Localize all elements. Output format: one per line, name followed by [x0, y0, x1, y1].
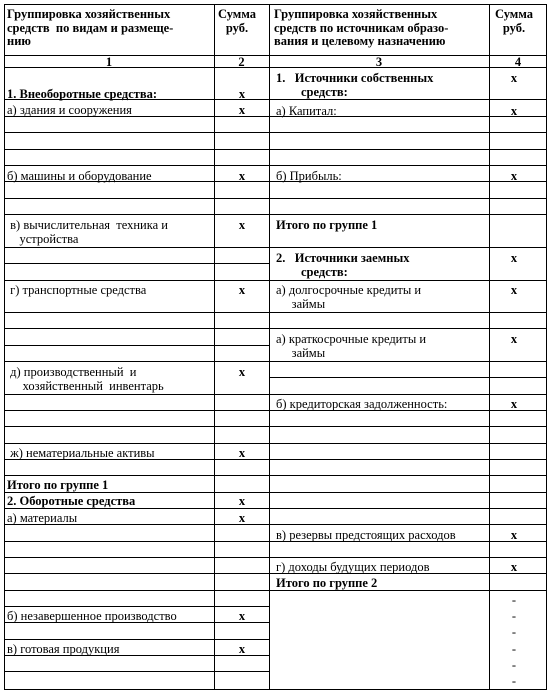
header-col4-title: Сумма руб.	[495, 7, 533, 35]
dash-cell: -	[511, 593, 517, 607]
left-total-group-1: Итого по группе 1	[7, 478, 109, 492]
left-sum-computers: x	[238, 218, 246, 232]
right-item-deferred-income: г) доходы будущих периодов	[276, 560, 430, 574]
left-sum-machinery: x	[238, 169, 246, 183]
col-number-4: 4	[514, 55, 522, 69]
left-item-machinery: б) машины и оборудование	[7, 169, 152, 183]
right-sum-borrowed-sources: x	[510, 251, 518, 265]
right-item-borrowed-sources: 2. Источники заемных средств:	[276, 251, 410, 279]
col-number-3: 3	[375, 55, 383, 69]
right-sum-own-sources: x	[510, 71, 518, 85]
left-sum-noncurrent-assets: x	[238, 87, 246, 101]
left-sum-finished-goods: x	[238, 642, 246, 656]
left-item-intangibles: ж) нематериальные активы	[7, 446, 155, 460]
left-item-finished-goods: в) готовая продукция	[7, 642, 120, 656]
dash-cell: -	[511, 609, 517, 623]
right-item-payables: б) кредиторская задолженность:	[276, 397, 448, 411]
left-item-inventory: д) производственный и хозяйственный инвентарь	[10, 365, 164, 393]
dash-cell: -	[511, 674, 517, 688]
right-sum-profit: x	[510, 169, 518, 183]
dash-cell: -	[511, 642, 517, 656]
right-sum-deferred-income: x	[510, 560, 518, 574]
left-sum-intangibles: x	[238, 446, 246, 460]
balance-table	[4, 4, 547, 690]
right-sum-reserves: x	[510, 528, 518, 542]
right-total-group-2: Итого по группе 2	[276, 576, 378, 590]
dash-cell: -	[511, 625, 517, 639]
right-item-reserves: в) резервы предстоящих расходов	[276, 528, 456, 542]
left-item-materials: а) материалы	[7, 511, 78, 525]
left-item-buildings: а) здания и сооружения	[7, 103, 132, 117]
header-col1-title: Группировка хозяйственных средств по видам и размеще- нию	[7, 7, 174, 48]
left-item-computers: в) вычислительная техника и устройства	[10, 218, 168, 246]
left-sum-wip: x	[238, 609, 246, 623]
col-number-1: 1	[105, 55, 113, 69]
right-item-short-term-loans: а) краткосрочные кредиты и займы	[276, 332, 427, 360]
left-sum-materials: x	[238, 511, 246, 525]
right-item-profit: б) Прибыль:	[276, 169, 342, 183]
left-item-noncurrent-assets: 1. Внеоборотные средства:	[7, 87, 158, 101]
left-item-wip: б) незавершенное производство	[7, 609, 177, 623]
right-sum-long-term-loans: x	[510, 283, 518, 297]
left-item-current-assets: 2. Оборотные средства	[7, 494, 136, 508]
right-sum-payables: x	[510, 397, 518, 411]
left-sum-inventory: x	[238, 365, 246, 379]
left-item-vehicles: г) транспортные средства	[7, 283, 147, 297]
col-number-2: 2	[238, 55, 245, 69]
left-sum-vehicles: x	[238, 283, 246, 297]
left-sum-buildings: x	[238, 103, 246, 117]
header-col2-title: Сумма руб.	[218, 7, 256, 35]
right-item-own-sources: 1. Источники собственных средств:	[276, 71, 434, 99]
right-sum-capital: x	[510, 104, 518, 118]
right-total-group-1: Итого по группе 1	[276, 218, 378, 232]
dash-cell: -	[511, 658, 517, 672]
right-item-long-term-loans: а) долгосрочные кредиты и займы	[276, 283, 422, 311]
header-col3-title: Группировка хозяйственных средств по источникам образо- вания и целевому назначению	[274, 7, 449, 48]
right-item-capital: а) Капитал:	[276, 104, 337, 118]
left-sum-current-assets: x	[238, 494, 246, 508]
right-sum-short-term-loans: x	[510, 332, 518, 346]
